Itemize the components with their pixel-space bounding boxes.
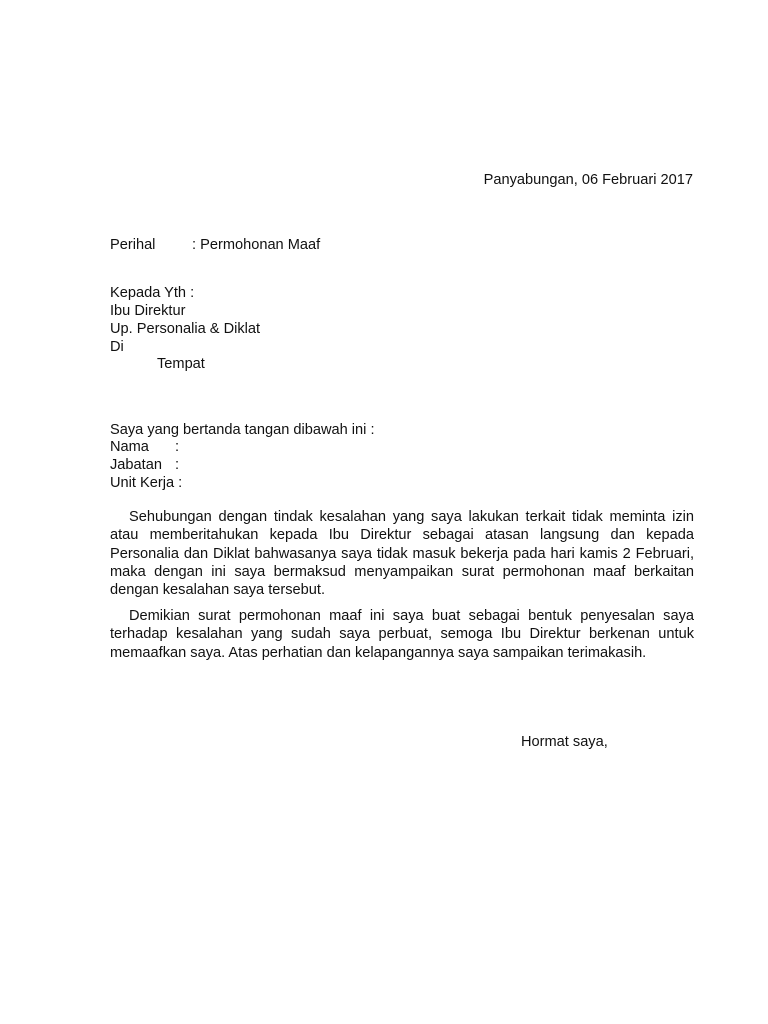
subject-label: Perihal bbox=[110, 237, 156, 253]
body-paragraph-2: Demikian surat permohonan maaf ini saya buat sebagai bentuk penyesalan saya terhadap kesalahan yang sudah saya perbuat, semoga Ibu Direktur berkenan untuk memaafkan saya. Atas perhatian dan kelapangannya saya sampaikan terimakasih. bbox=[110, 608, 694, 661]
place-date: Panyabungan, 06 Februari 2017 bbox=[483, 172, 693, 188]
jabatan-label: Jabatan bbox=[110, 457, 162, 473]
subject-value: : Permohonan Maaf bbox=[192, 237, 321, 253]
recipient-di: Di bbox=[110, 339, 124, 355]
jabatan-colon: : bbox=[175, 457, 180, 473]
intro-text: Saya yang bertanda tangan dibawah ini : bbox=[110, 422, 375, 438]
body-paragraph-1: Sehubungan dengan tindak kesalahan yang saya lakukan terkait tidak meminta izin atau memberitahukan kepada Ibu Direktur sebagai atasan langsung dan kepada Personalia dan Diklat bahwasanya saya tidak masuk bekerja pada hari kamis 2 Februari, maka dengan ini saya bermaksud menyampaikan surat permohonan maaf berkaitan dengan kesalahan saya tersebut. bbox=[110, 509, 694, 599]
nama-colon: : bbox=[175, 439, 180, 455]
closing-salutation: Hormat saya, bbox=[521, 734, 608, 750]
unit-kerja-label: Unit Kerja : bbox=[110, 475, 183, 491]
recipient-greeting: Kepada Yth : bbox=[110, 285, 195, 301]
recipient-attention: Up. Personalia & Diklat bbox=[110, 321, 261, 337]
recipient-name: Ibu Direktur bbox=[110, 303, 186, 319]
nama-label: Nama bbox=[110, 439, 149, 455]
recipient-place: Tempat bbox=[157, 356, 205, 372]
